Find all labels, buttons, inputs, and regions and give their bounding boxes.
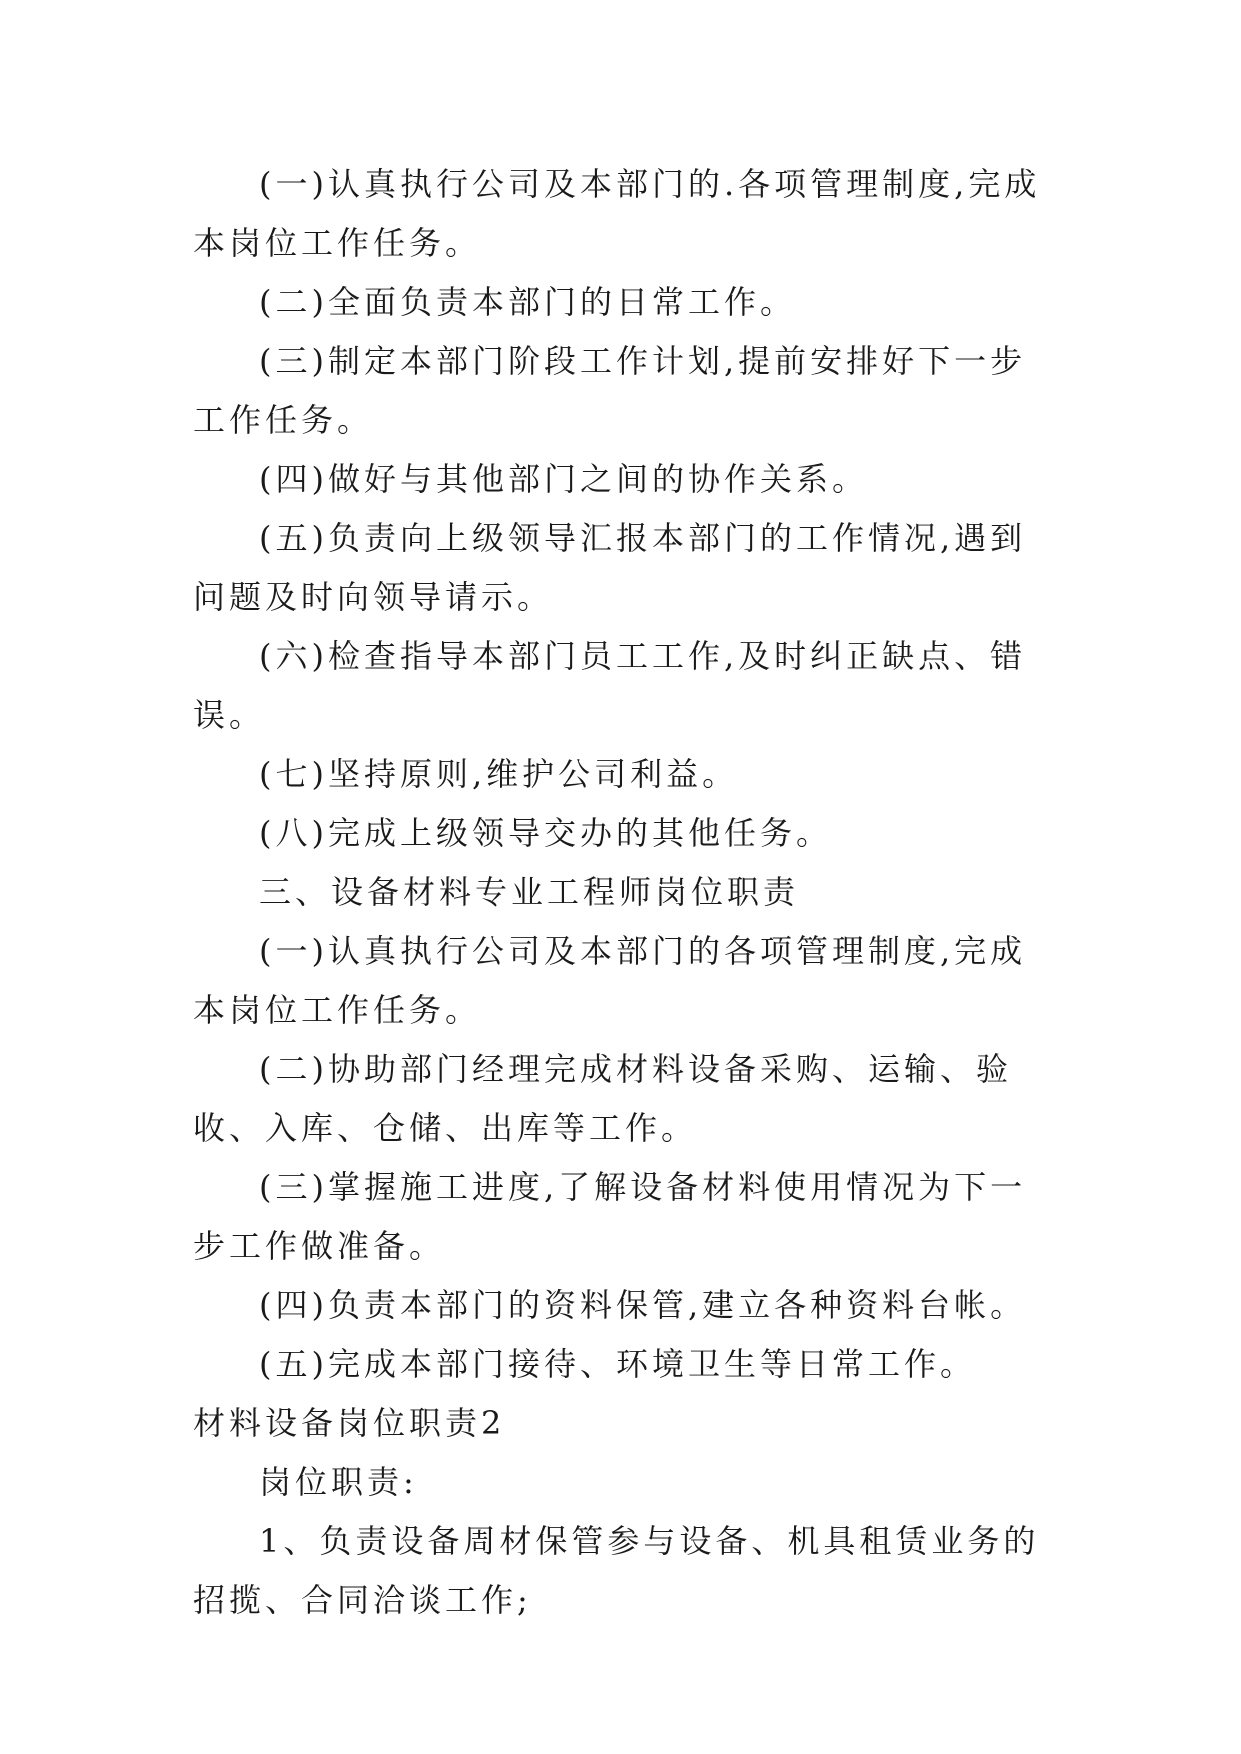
paragraph-dept-duty-1: (一)认真执行公司及本部门的.各项管理制度,完成本岗位工作任务。	[193, 165, 1041, 262]
paragraph-dept-duty-8: (八)完成上级领导交办的其他任务。	[259, 814, 832, 852]
paragraph-dept-duty-4: (四)做好与其他部门之间的协作关系。	[259, 460, 868, 498]
paragraph-dept-duty-5: (五)负责向上级领导汇报本部门的工作情况,遇到问题及时向领导请示。	[193, 519, 1027, 616]
paragraph-dept-duty-2: (二)全面负责本部门的日常工作。	[259, 283, 796, 321]
paragraph-dept-duty-7: (七)坚持原则,维护公司利益。	[259, 755, 739, 793]
paragraph-engineer-duty-2: (二)协助部门经理完成材料设备采购、运输、验收、入库、仓储、出库等工作。	[193, 1050, 1012, 1147]
paragraph-engineer-duty-4: (四)负责本部门的资料保管,建立各种资料台帐。	[259, 1286, 1027, 1324]
paragraph-engineer-duty-3: (三)掌握施工进度,了解设备材料使用情况为下一步工作做准备。	[193, 1168, 1027, 1265]
paragraph-job-duty-1: 1、负责设备周材保管参与设备、机具租赁业务的招揽、合同洽谈工作;	[193, 1522, 1040, 1619]
section-heading-engineer-duties: 三、设备材料专业工程师岗位职责	[259, 873, 800, 911]
paragraph-engineer-duty-5: (五)完成本部门接待、环境卫生等日常工作。	[259, 1345, 976, 1383]
document-body	[193, 155, 1053, 1630]
paragraph-dept-duty-3: (三)制定本部门阶段工作计划,提前安排好下一步工作任务。	[193, 342, 1027, 439]
subheading-job-duties: 岗位职责:	[259, 1463, 418, 1501]
paragraph-engineer-duty-1: (一)认真执行公司及本部门的各项管理制度,完成本岗位工作任务。	[193, 932, 1027, 1029]
paragraph-dept-duty-6: (六)检查指导本部门员工工作,及时纠正缺点、错误。	[193, 637, 1027, 734]
section-title-duties-2: 材料设备岗位职责2	[193, 1404, 506, 1442]
